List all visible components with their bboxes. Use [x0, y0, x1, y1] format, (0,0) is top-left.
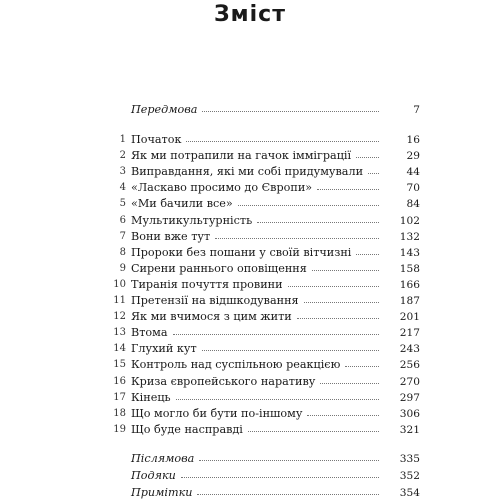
dot-leader	[257, 213, 379, 223]
dot-leader	[307, 406, 379, 416]
page-number: 335	[399, 453, 420, 465]
page-title: Зміст	[214, 2, 286, 27]
toc-entry	[131, 132, 384, 148]
chapter-number: 10	[113, 278, 126, 290]
chapter-title: «Ми бачили все»	[131, 197, 233, 211]
toc-row	[0, 390, 500, 406]
page-number: 256	[399, 359, 420, 372]
chapter-number: 8	[119, 246, 126, 258]
toc-entry	[131, 164, 384, 180]
toc-entry	[131, 406, 384, 422]
chapter-number: 4	[119, 182, 126, 194]
chapter-number: 14	[113, 343, 126, 355]
chapter-title: Що могло би бути по-іншому	[131, 406, 303, 420]
toc-row	[0, 196, 500, 212]
toc-row	[0, 132, 500, 148]
dot-leader	[202, 341, 379, 351]
toc-row	[0, 180, 500, 196]
chapter-title: Післямова	[131, 452, 195, 465]
toc-row	[0, 422, 500, 438]
toc-entry	[131, 245, 384, 261]
dot-leader	[312, 261, 379, 271]
chapter-number: 16	[113, 375, 126, 387]
page-number: 217	[399, 327, 420, 340]
toc-entry	[131, 390, 384, 406]
chapter-number: 3	[119, 166, 126, 178]
chapter-title: Вони вже тут	[131, 229, 211, 243]
chapter-title: Мультикультурність	[131, 213, 253, 227]
toc-entry	[131, 261, 384, 277]
chapter-title: Подяки	[131, 469, 176, 483]
dot-leader	[248, 422, 379, 432]
chapter-title: Початок	[131, 133, 182, 146]
page-number: 84	[406, 198, 420, 211]
page-number: 44	[406, 166, 420, 179]
chapter-title: Криза європейського наративу	[131, 374, 316, 388]
toc-entry	[131, 277, 384, 293]
toc-row	[0, 293, 500, 309]
toc-row	[0, 468, 500, 484]
chapter-title: Як ми вчимося з цим жити	[131, 310, 292, 324]
dot-leader	[345, 357, 379, 367]
page-number: 70	[406, 182, 420, 195]
toc-row	[0, 341, 500, 357]
toc-row	[0, 451, 500, 467]
chapter-number: 17	[113, 391, 126, 403]
chapter-number: 18	[113, 407, 126, 419]
dot-leader	[215, 229, 379, 239]
toc-entry	[131, 485, 384, 501]
page-number: 321	[399, 423, 420, 436]
chapter-title: Глухий кут	[131, 342, 197, 356]
toc-entry	[131, 196, 384, 212]
dot-leader	[320, 374, 379, 384]
page-number: 297	[399, 391, 420, 404]
page-number: 132	[399, 230, 420, 243]
dot-leader	[356, 245, 379, 255]
toc-entry	[131, 229, 384, 245]
toc-entry	[131, 148, 384, 164]
chapter-title: Кінець	[131, 390, 171, 404]
chapter-title: Претензії на відшкодування	[131, 294, 299, 307]
toc-entry	[131, 213, 384, 229]
dot-leader	[356, 148, 379, 158]
chapter-title: «Ласкаво просимо до Європи»	[131, 181, 313, 195]
toc-row	[0, 164, 500, 180]
toc-entry	[131, 180, 384, 196]
dot-leader	[297, 309, 379, 319]
chapter-number: 6	[119, 214, 126, 226]
toc-entry	[131, 309, 384, 325]
chapter-title: Сирени раннього оповіщення	[131, 261, 307, 275]
dot-leader	[238, 196, 379, 206]
dot-leader	[197, 485, 379, 495]
toc-row	[0, 357, 500, 373]
toc-row	[0, 277, 500, 293]
dot-leader	[199, 451, 379, 461]
chapter-number: 5	[119, 198, 126, 210]
page-number: 306	[399, 407, 420, 420]
chapter-title: Пророки без пошани у своїй вітчизні	[131, 245, 352, 259]
chapter-number: 1	[119, 134, 126, 145]
page-number: 7	[413, 104, 420, 116]
page-number: 158	[399, 262, 420, 275]
chapter-title: Виправдання, які ми собі придумували	[131, 165, 364, 179]
dot-leader	[317, 180, 379, 190]
toc-entry	[131, 357, 384, 373]
toc-row	[0, 374, 500, 390]
toc-row	[0, 148, 500, 164]
dot-leader	[181, 468, 379, 478]
chapter-number: 15	[113, 359, 126, 371]
page-number: 143	[399, 246, 420, 259]
page-number: 166	[399, 278, 420, 291]
toc-row	[0, 213, 500, 229]
page-number: 102	[399, 214, 420, 227]
page-number: 187	[399, 295, 420, 307]
page-number: 29	[406, 150, 420, 163]
chapter-number: 19	[113, 423, 126, 435]
dot-leader	[288, 277, 379, 287]
toc-row	[0, 102, 500, 118]
chapter-number: 12	[113, 311, 126, 323]
chapter-number: 2	[119, 150, 126, 162]
chapter-title: Передмова	[131, 103, 198, 116]
toc-row	[0, 325, 500, 341]
page-number: 270	[399, 375, 420, 388]
page-number: 201	[399, 311, 420, 324]
toc-entry	[131, 325, 384, 341]
page-number: 352	[399, 470, 420, 483]
chapter-title: Що буде насправді	[131, 422, 243, 436]
toc-row	[0, 406, 500, 422]
chapter-title: Як ми потрапили на гачок імміграції	[131, 149, 352, 163]
dot-leader	[202, 102, 379, 112]
dot-leader	[176, 390, 379, 400]
toc-entry	[131, 374, 384, 390]
dot-leader	[186, 132, 379, 142]
toc-entry	[131, 468, 384, 484]
toc-row	[0, 309, 500, 325]
page-number: 354	[399, 487, 420, 500]
chapter-title: Тиранія почуття провини	[131, 277, 283, 291]
toc-entry	[131, 341, 384, 357]
toc-row	[0, 245, 500, 261]
chapter-title: Примітки	[131, 486, 193, 500]
toc-entry	[131, 451, 384, 467]
chapter-number: 13	[113, 327, 126, 339]
chapter-number: 9	[119, 262, 126, 274]
dot-leader	[368, 164, 379, 174]
dot-leader	[304, 293, 379, 303]
toc-row	[0, 261, 500, 277]
chapter-title: Втома	[131, 326, 168, 340]
toc-entry	[131, 102, 384, 118]
chapter-number: 11	[113, 295, 126, 306]
toc-entry	[131, 293, 384, 309]
toc-entry	[131, 422, 384, 438]
dot-leader	[173, 325, 379, 335]
chapter-number: 7	[119, 230, 126, 242]
chapter-title: Контроль над суспільною реакцією	[131, 358, 341, 372]
toc-row	[0, 485, 500, 501]
page-number: 243	[399, 343, 420, 356]
toc-row	[0, 229, 500, 245]
page-number: 16	[406, 134, 420, 146]
